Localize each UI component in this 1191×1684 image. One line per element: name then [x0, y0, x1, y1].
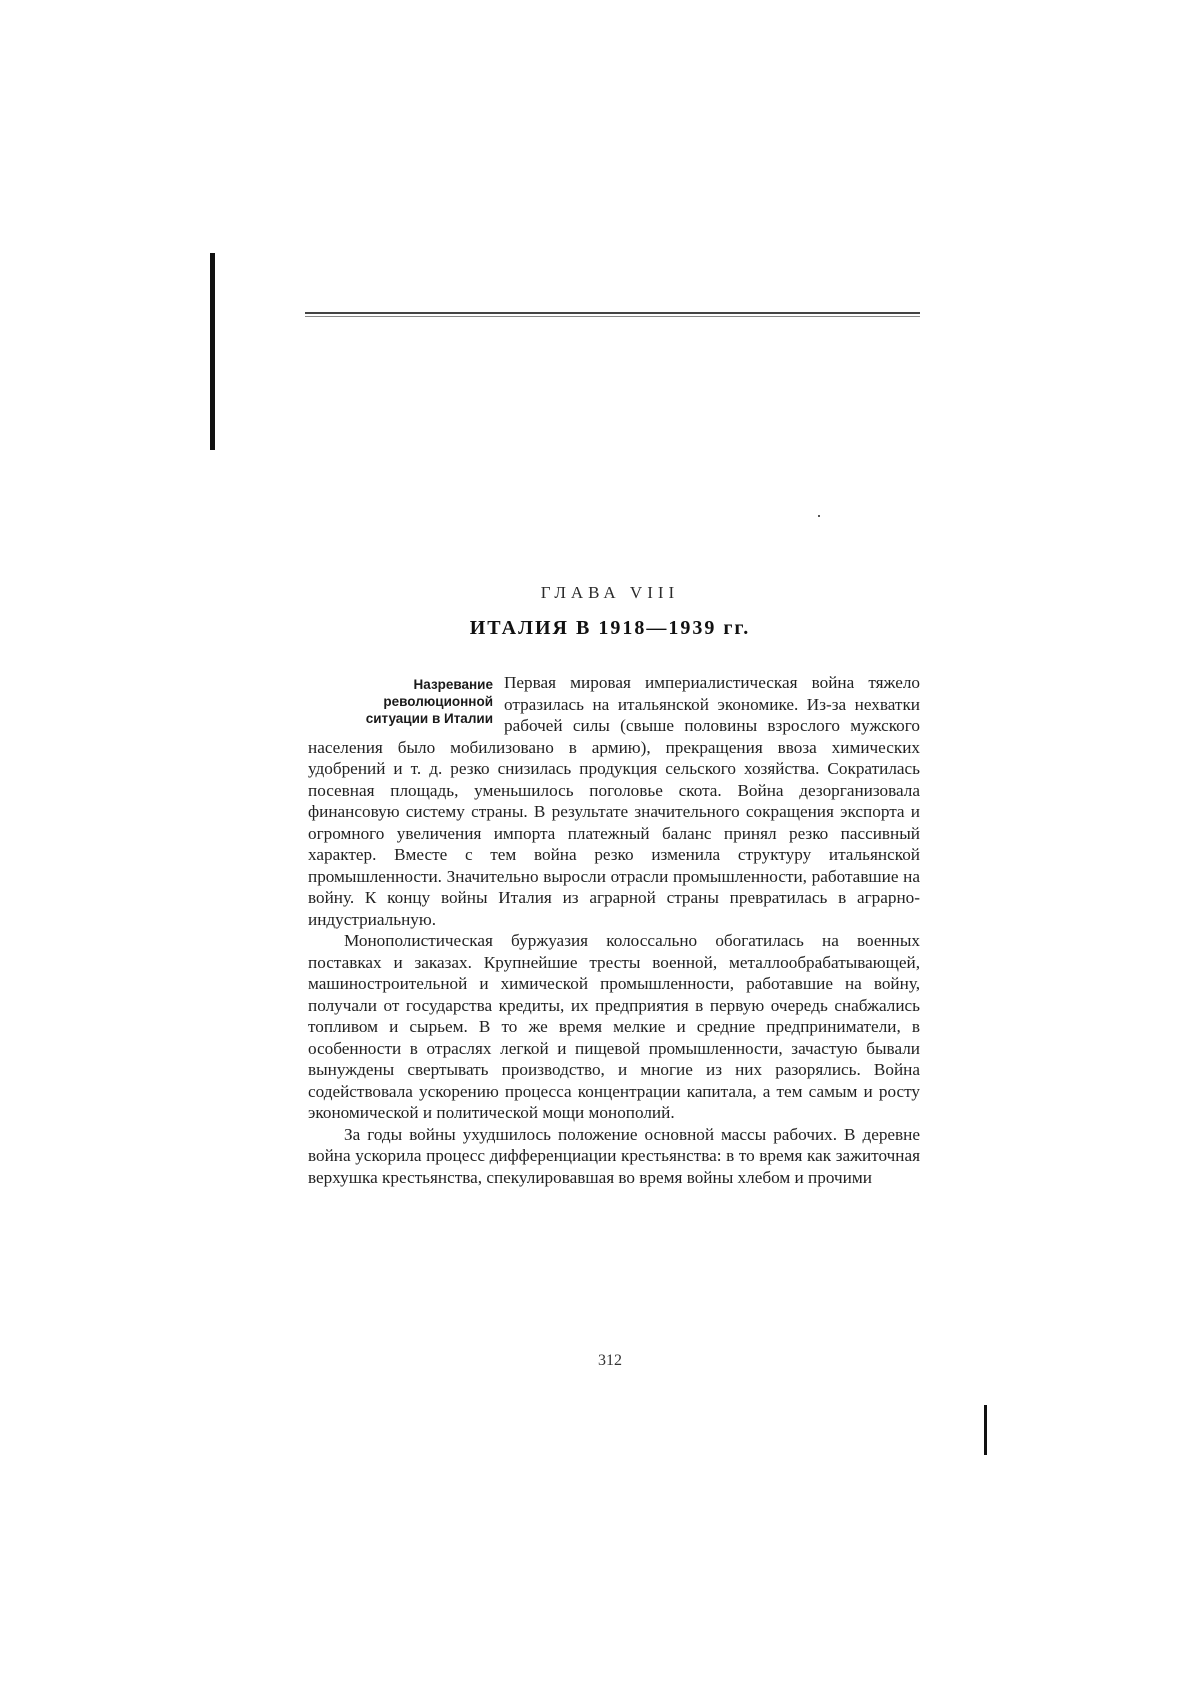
- body-text: [308, 672, 920, 1188]
- chapter-title: ИТАЛИЯ В 1918—1939 гг.: [469, 617, 751, 639]
- chapter-label: ГЛАВА VIII: [540, 583, 680, 602]
- scan-margin-mark-left: [210, 253, 215, 450]
- side-heading-line: Назревание: [413, 677, 493, 692]
- header-rule: [305, 312, 920, 317]
- side-heading-line: революционной: [383, 694, 493, 709]
- side-heading-line: ситуации в Италии: [365, 711, 493, 726]
- scan-speck: [818, 515, 820, 517]
- paragraph: За годы войны ухудшилось положение основной массы рабочих. В деревне война ускорила процесс дифференциации крестьянства: в то время как зажиточная верхушка крестьянства, спекулировавшая во время войны хлебом и прочими: [308, 1124, 920, 1187]
- scan-margin-mark-right: [984, 1405, 987, 1455]
- paragraph: Монополистическая буржуазия колоссально обогатилась на военных поставках и заказах. Крупнейшие тресты военной, металлообрабатывающей, машиностроительной и химической промышленности, работавшие на войну, получали от государства кредиты, их предприятия в первую очередь снабжались топливом и сырьем. В то же время мелкие и средние предприниматели, в особенности в отраслях легкой и пищевой промышленности, зачастую бывали вынуждены свертывать производство, и многие из них разорялись. Война содействовала ускорению процесса концентрации капитала, а тем самым и росту экономической и политической мощи монополий.: [308, 931, 920, 1122]
- paragraph: Первая мировая империалистическая война тяжело отразилась на итальянской экономике. Из-за нехватки рабочей силы (свыше половины взрослого мужского населения было мобилизовано в армию), прекращения ввоза химических удобрений и т. д. резко снизилась продукция сельского хозяйства. Сократилась посевная площадь, уменьшилось поголовье скота. Война дезорганизовала финансовую систему страны. В результате значительного сокращения экспорта и огромного увеличения импорта платежный баланс принял резко пассивный характер. Вместе с тем война резко изменила структуру итальянской промышленности. Значительно выросли отрасли промышленности, работавшие на войну. К концу войны Италия из аграрной страны превратилась в аграрно-индустриальную.: [308, 673, 920, 929]
- page-number: 312: [598, 1352, 622, 1369]
- side-heading-spacer: [308, 672, 504, 736]
